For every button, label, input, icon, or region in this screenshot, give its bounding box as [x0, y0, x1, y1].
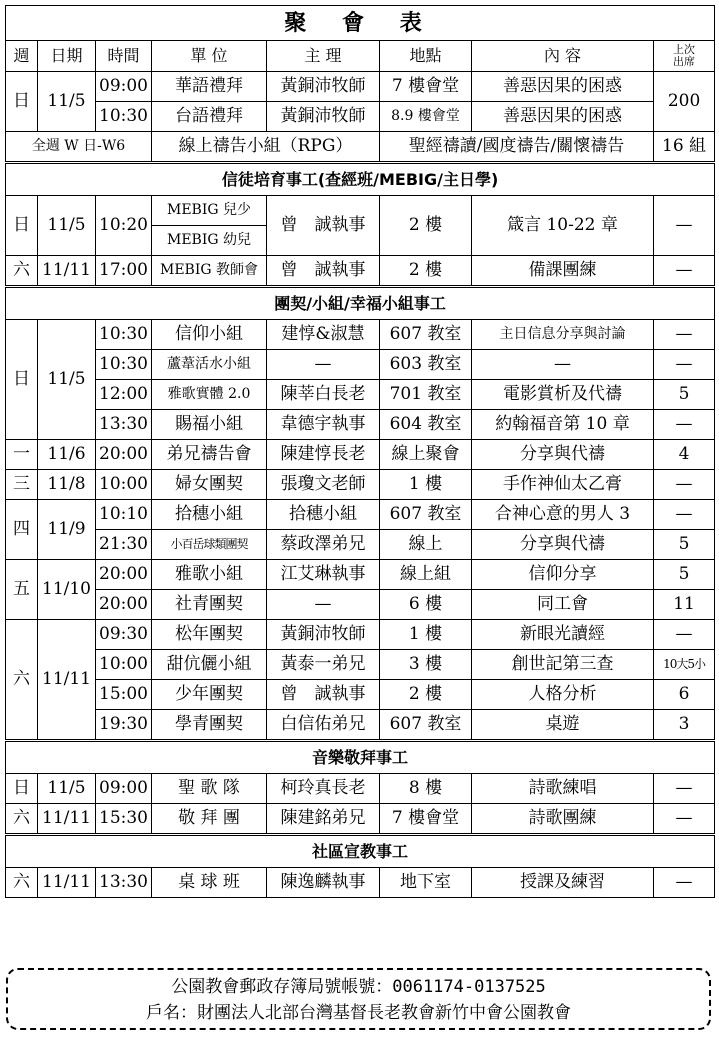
place-cell: 6 樓 — [380, 590, 472, 620]
content-cell: 主日信息分享與討論 — [472, 320, 654, 350]
content-cell: 聖經禱讀/國度禱告/關懷禱告 — [380, 132, 654, 163]
date-cell: 11/11 — [38, 868, 96, 898]
content-cell: 約翰福音第 10 章 — [472, 410, 654, 440]
time-cell: 15:30 — [96, 804, 152, 835]
unit-cell: 賜福小組 — [152, 410, 267, 440]
attendance-cell: — — [654, 196, 715, 256]
content-cell: 善惡因果的困惑 — [472, 72, 654, 102]
host-cell: 白信佑弟兄 — [267, 710, 380, 741]
content-cell: 合神心意的男人 3 — [472, 500, 654, 530]
attendance-cell: — — [654, 470, 715, 500]
content-cell: 箴言 10-22 章 — [472, 196, 654, 256]
place-cell: 604 教室 — [380, 410, 472, 440]
day-cell: 五 — [6, 560, 38, 620]
host-cell: 陳莘白長老 — [267, 380, 380, 410]
day-cell: 六 — [6, 804, 38, 835]
header-attendance — [654, 41, 715, 72]
table-row — [6, 410, 715, 440]
day-cell: 六 — [6, 868, 38, 898]
section-title-fellowship: 團契/小組/幸福小組事工 — [6, 287, 715, 320]
place-cell: 607 教室 — [380, 500, 472, 530]
attendance-cell: — — [654, 410, 715, 440]
host-cell: 柯玲真長老 — [267, 774, 380, 804]
place-cell: 2 樓 — [380, 196, 472, 256]
host-cell: 曾 誠執事 — [267, 680, 380, 710]
unit-cell: MEBIG 教師會 — [152, 256, 267, 287]
host-cell: 黃銅沛牧師 — [267, 72, 380, 102]
time-cell: 10:00 — [96, 650, 152, 680]
table-row — [6, 868, 715, 898]
place-cell: 1 樓 — [380, 470, 472, 500]
table-row — [6, 804, 715, 835]
time-cell: 20:00 — [96, 560, 152, 590]
unit-cell: 社青團契 — [152, 590, 267, 620]
content-cell: 人格分析 — [472, 680, 654, 710]
day-cell: 六 — [6, 256, 38, 287]
attendance-cell: 200 — [654, 72, 715, 132]
time-cell: 13:30 — [96, 410, 152, 440]
date-cell: 11/11 — [38, 256, 96, 287]
host-cell: — — [267, 590, 380, 620]
attendance-cell: 10大5小 — [654, 650, 715, 680]
place-cell: 7 樓會堂 — [380, 72, 472, 102]
time-cell: 09:00 — [96, 72, 152, 102]
header-content: 內 容 — [472, 41, 654, 72]
day-cell: 一 — [6, 440, 38, 470]
place-cell: 607 教室 — [380, 710, 472, 741]
host-cell: 黃銅沛牧師 — [267, 620, 380, 650]
section-row — [6, 741, 715, 774]
unit-cell: 學青團契 — [152, 710, 267, 741]
schedule-sheet — [5, 5, 714, 898]
host-cell: 韋德宇執事 — [267, 410, 380, 440]
place-cell: 3 樓 — [380, 650, 472, 680]
meeting-schedule-table — [5, 5, 715, 898]
date-cell: 11/10 — [38, 560, 96, 620]
unit-cell: 弟兄禱告會 — [152, 440, 267, 470]
time-cell: 10:30 — [96, 350, 152, 380]
section-title-training: 信徒培育事工(查經班/MEBIG/主日學) — [6, 163, 715, 196]
unit-cell: 小百岳球類團契 — [152, 530, 267, 560]
content-cell: 詩歌團練 — [472, 804, 654, 835]
attendance-cell: — — [654, 804, 715, 835]
attendance-cell: — — [654, 868, 715, 898]
day-cell: 日 — [6, 196, 38, 256]
time-cell: 20:00 — [96, 590, 152, 620]
table-row — [6, 710, 715, 741]
host-cell: 曾 誠執事 — [267, 256, 380, 287]
host-cell: 黃銅沛牧師 — [267, 102, 380, 132]
unit-cell: MEBIG 幼兒 — [152, 226, 267, 256]
section-row — [6, 835, 715, 868]
table-row — [6, 380, 715, 410]
content-cell: — — [472, 350, 654, 380]
unit-cell: 松年團契 — [152, 620, 267, 650]
time-cell: 19:30 — [96, 710, 152, 741]
time-cell: 09:30 — [96, 620, 152, 650]
day-cell: 四 — [6, 500, 38, 560]
day-cell: 日 — [6, 320, 38, 440]
place-cell: 線上組 — [380, 560, 472, 590]
place-cell: 線上聚會 — [380, 440, 472, 470]
unit-cell: 少年團契 — [152, 680, 267, 710]
unit-cell: MEBIG 兒少 — [152, 196, 267, 226]
section-title-community: 社區宣教事工 — [6, 835, 715, 868]
table-row — [6, 590, 715, 620]
host-cell: 黃泰一弟兄 — [267, 650, 380, 680]
header-time: 時間 — [96, 41, 152, 72]
table-row — [6, 256, 715, 287]
content-cell: 授課及練習 — [472, 868, 654, 898]
time-cell: 17:00 — [96, 256, 152, 287]
table-row — [6, 620, 715, 650]
header-attendance-top: 上次 — [673, 43, 696, 56]
period-cell: 全週 W 日-W6 — [6, 132, 152, 163]
table-row — [6, 196, 715, 226]
date-cell: 11/6 — [38, 440, 96, 470]
header-attendance-bottom: 出席 — [673, 55, 696, 68]
table-row — [6, 102, 715, 132]
time-cell: 21:30 — [96, 530, 152, 560]
unit-cell: 敬 拜 團 — [152, 804, 267, 835]
donation-footer — [6, 968, 711, 1030]
time-cell: 10:20 — [96, 196, 152, 256]
host-cell: 拾穗小組 — [267, 500, 380, 530]
day-cell: 日 — [6, 72, 38, 132]
unit-cell: 雅歌小組 — [152, 560, 267, 590]
place-cell: 8.9 樓會堂 — [380, 102, 472, 132]
time-cell: 09:00 — [96, 774, 152, 804]
time-cell: 12:00 — [96, 380, 152, 410]
time-cell: 10:00 — [96, 470, 152, 500]
table-row — [6, 72, 715, 102]
unit-cell: 雅歌實體 2.0 — [152, 380, 267, 410]
day-cell: 三 — [6, 470, 38, 500]
content-cell: 手作神仙太乙膏 — [472, 470, 654, 500]
place-cell: 701 教室 — [380, 380, 472, 410]
date-cell: 11/11 — [38, 620, 96, 741]
account-name-line: 戶名：財團法人北部台灣基督長老教會新竹中會公園教會 — [146, 1003, 571, 1023]
table-row — [6, 320, 715, 350]
host-cell: 陳逸麟執事 — [267, 868, 380, 898]
attendance-cell: 5 — [654, 530, 715, 560]
unit-cell: 聖 歌 隊 — [152, 774, 267, 804]
place-cell: 線上 — [380, 530, 472, 560]
host-cell: 江艾琳執事 — [267, 560, 380, 590]
table-row — [6, 680, 715, 710]
content-cell: 桌遊 — [472, 710, 654, 741]
place-cell: 2 樓 — [380, 680, 472, 710]
content-cell: 善惡因果的困惑 — [472, 102, 654, 132]
table-row — [6, 440, 715, 470]
unit-cell: 台語禮拜 — [152, 102, 267, 132]
time-cell: 20:00 — [96, 440, 152, 470]
unit-cell: 拾穗小組 — [152, 500, 267, 530]
attendance-cell: 5 — [654, 380, 715, 410]
content-cell: 新眼光讀經 — [472, 620, 654, 650]
place-cell: 603 教室 — [380, 350, 472, 380]
host-cell: 曾 誠執事 — [267, 196, 380, 256]
title-row — [6, 6, 715, 41]
table-row — [6, 500, 715, 530]
place-cell: 2 樓 — [380, 256, 472, 287]
header-row — [6, 41, 715, 72]
attendance-cell: 16 組 — [654, 132, 715, 163]
date-cell: 11/8 — [38, 470, 96, 500]
time-cell: 10:30 — [96, 102, 152, 132]
attendance-cell: 6 — [654, 680, 715, 710]
host-cell: 建惇&淑慧 — [267, 320, 380, 350]
content-cell: 備課團練 — [472, 256, 654, 287]
place-cell: 1 樓 — [380, 620, 472, 650]
section-row — [6, 287, 715, 320]
header-place: 地點 — [380, 41, 472, 72]
time-cell: 10:10 — [96, 500, 152, 530]
attendance-cell: 11 — [654, 590, 715, 620]
table-row — [6, 560, 715, 590]
day-cell: 六 — [6, 620, 38, 741]
day-cell: 日 — [6, 774, 38, 804]
content-cell: 電影賞析及代禱 — [472, 380, 654, 410]
date-cell: 11/5 — [38, 196, 96, 256]
header-host: 主 理 — [267, 41, 380, 72]
attendance-cell: 5 — [654, 560, 715, 590]
unit-cell: 信仰小組 — [152, 320, 267, 350]
content-cell: 詩歌練唱 — [472, 774, 654, 804]
host-cell: — — [267, 350, 380, 380]
header-date: 日期 — [38, 41, 96, 72]
place-cell: 8 樓 — [380, 774, 472, 804]
place-cell: 7 樓會堂 — [380, 804, 472, 835]
content-cell: 分享與代禱 — [472, 530, 654, 560]
table-row — [6, 774, 715, 804]
table-row — [6, 470, 715, 500]
attendance-cell: — — [654, 350, 715, 380]
table-row — [6, 650, 715, 680]
attendance-cell: — — [654, 774, 715, 804]
attendance-cell: — — [654, 256, 715, 287]
page-title: 聚 會 表 — [6, 6, 715, 41]
unit-cell: 蘆葦活水小組 — [152, 350, 267, 380]
time-cell: 13:30 — [96, 868, 152, 898]
date-cell: 11/5 — [38, 774, 96, 804]
unit-cell: 桌 球 班 — [152, 868, 267, 898]
host-cell: 陳建銘弟兄 — [267, 804, 380, 835]
unit-cell: 甜伉儷小組 — [152, 650, 267, 680]
content-cell: 創世記第三查 — [472, 650, 654, 680]
place-cell: 地下室 — [380, 868, 472, 898]
content-cell: 信仰分享 — [472, 560, 654, 590]
host-cell: 陳建惇長老 — [267, 440, 380, 470]
attendance-cell: — — [654, 620, 715, 650]
section-row — [6, 163, 715, 196]
date-cell: 11/5 — [38, 320, 96, 440]
table-row — [6, 350, 715, 380]
unit-cell: 婦女團契 — [152, 470, 267, 500]
host-cell: 蔡政澤弟兄 — [267, 530, 380, 560]
date-cell: 11/5 — [38, 72, 96, 132]
unit-cell: 華語禮拜 — [152, 72, 267, 102]
table-row — [6, 132, 715, 163]
content-cell: 同工會 — [472, 590, 654, 620]
time-cell: 10:30 — [96, 320, 152, 350]
attendance-cell: 3 — [654, 710, 715, 741]
table-row — [6, 530, 715, 560]
content-cell: 分享與代禱 — [472, 440, 654, 470]
attendance-cell: — — [654, 320, 715, 350]
unit-cell: 線上禱告小組（RPG） — [152, 132, 380, 163]
attendance-cell: — — [654, 500, 715, 530]
attendance-cell: 4 — [654, 440, 715, 470]
date-cell: 11/9 — [38, 500, 96, 560]
section-title-music: 音樂敬拜事工 — [6, 741, 715, 774]
header-week: 週 — [6, 41, 38, 72]
postal-account-line: 公園教會郵政存簿局號帳號：0061174-0137525 — [171, 977, 546, 997]
host-cell: 張瓊文老師 — [267, 470, 380, 500]
place-cell: 607 教室 — [380, 320, 472, 350]
date-cell: 11/11 — [38, 804, 96, 835]
time-cell: 15:00 — [96, 680, 152, 710]
header-unit: 單 位 — [152, 41, 267, 72]
